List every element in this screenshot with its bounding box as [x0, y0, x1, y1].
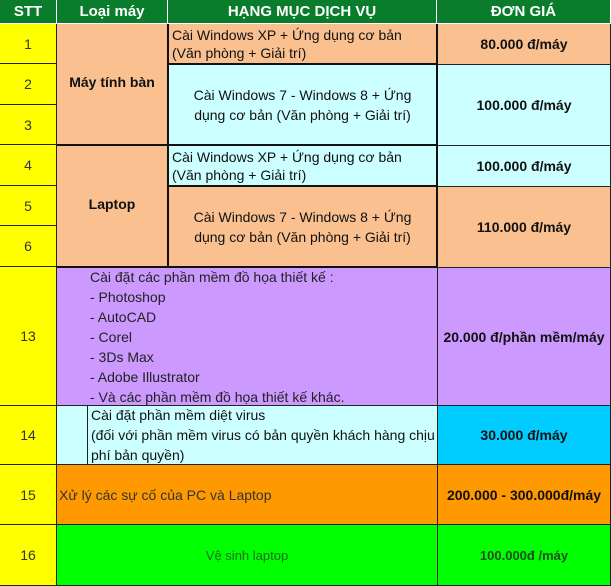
service-repair: Xử lý các sự cố của PC và Laptop	[57, 465, 438, 525]
service-desktop-w78: Cài Windows 7 - Windows 8 + Ứng dụng cơ bản (Văn phòng + Giải trí)	[169, 65, 438, 146]
stt-cell: 3	[0, 105, 57, 145]
service-cleaning: Vệ sinh laptop	[57, 525, 438, 586]
price-antivirus: 30.000 đ/máy	[438, 406, 611, 465]
header-service: HẠNG MỤC DỊCH VỤ	[168, 0, 437, 24]
price-cleaning: 100.000đ /máy	[438, 525, 611, 586]
stt-cell: 13	[0, 267, 57, 406]
stt-cell: 15	[0, 465, 57, 525]
price-laptop-xp: 100.000 đ/máy	[438, 146, 611, 187]
header-stt: STT	[0, 0, 57, 24]
stt-cell: 1	[0, 24, 57, 64]
blank-cell	[57, 406, 88, 465]
service-graphics: Cài đặt các phần mềm đồ họa thiết kế : - Photoshop - AutoCAD - Corel - 3Ds Max - Adobe Illustrator - Và các phần mềm đồ họa thiết kế khác.	[57, 268, 438, 406]
stt-cell: 2	[0, 64, 57, 105]
price-repair: 200.000 - 300.000đ/máy	[438, 465, 611, 525]
header-price: ĐƠN GIÁ	[437, 0, 611, 24]
stt-cell: 16	[0, 525, 57, 586]
price-desktop-xp: 80.000 đ/máy	[438, 24, 611, 65]
service-laptop-xp: Cài Windows XP + Ứng dụng cơ bản (Văn phòng + Giải trí)	[169, 146, 438, 187]
service-antivirus: Cài đặt phần mềm diệt virus (đối với phần mềm virus có bản quyền khách hàng chịu phí bản quyền)	[88, 406, 438, 465]
price-laptop-w78: 110.000 đ/máy	[438, 187, 611, 268]
stt-cell: 4	[0, 145, 57, 186]
group-desktop: Máy tính bàn	[57, 24, 169, 146]
price-desktop-w78: 100.000 đ/máy	[438, 65, 611, 146]
price-graphics: 20.000 đ/phần mềm/máy	[438, 268, 611, 406]
header-type: Loại máy	[57, 0, 168, 24]
stt-cell: 5	[0, 186, 57, 226]
stt-cell: 14	[0, 406, 57, 465]
service-laptop-w78: Cài Windows 7 - Windows 8 + Ứng dụng cơ bản (Văn phòng + Giải trí)	[169, 187, 438, 268]
group-laptop: Laptop	[57, 146, 169, 268]
stt-cell: 6	[0, 226, 57, 267]
service-desktop-xp: Cài Windows XP + Ứng dụng cơ bản (Văn phòng + Giải trí)	[169, 24, 438, 65]
